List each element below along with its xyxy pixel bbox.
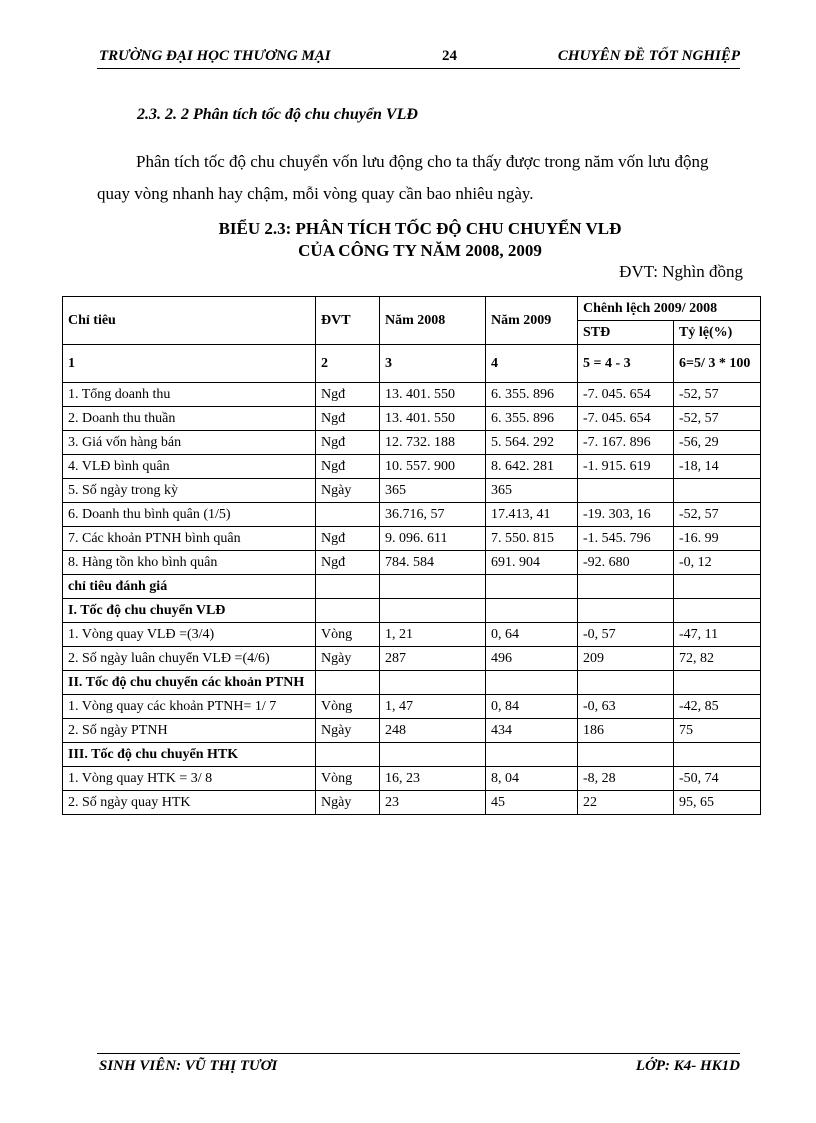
- table-cell: -0, 63: [578, 695, 674, 719]
- header-rule: [97, 68, 740, 69]
- table-row: [63, 791, 761, 815]
- table-row: [63, 455, 761, 479]
- table-cell: [578, 599, 674, 623]
- table-cell: [578, 743, 674, 767]
- table-cell: [578, 671, 674, 695]
- header-year-2009: Năm 2009: [486, 297, 578, 345]
- table-row: [63, 719, 761, 743]
- table-cell: 248: [380, 719, 486, 743]
- table-cell: 2. Số ngày PTNH: [63, 719, 316, 743]
- table-cell: 22: [578, 791, 674, 815]
- table-cell: Ngđ: [316, 551, 380, 575]
- table-cell: -18, 14: [674, 455, 761, 479]
- table-cell: -0, 57: [578, 623, 674, 647]
- table-cell: [316, 575, 380, 599]
- table-row: [63, 551, 761, 575]
- table-cell: 784. 584: [380, 551, 486, 575]
- footer-class: LỚP: K4- HK1D: [635, 1058, 740, 1074]
- index-cell: 2: [316, 345, 380, 383]
- table-cell: 6. Doanh thu bình quân (1/5): [63, 503, 316, 527]
- page-footer: [97, 1058, 740, 1078]
- table-cell: 12. 732. 188: [380, 431, 486, 455]
- table-cell: -19. 303, 16: [578, 503, 674, 527]
- table-cell: -47, 11: [674, 623, 761, 647]
- table-cell: Ngđ: [316, 383, 380, 407]
- table-cell: 13. 401. 550: [380, 407, 486, 431]
- header-school: TRƯỜNG ĐẠI HỌC THƯƠNG MẠI: [99, 48, 331, 64]
- table-cell: 17.413, 41: [486, 503, 578, 527]
- table-cell: 8. 642. 281: [486, 455, 578, 479]
- table-cell: 7. 550. 815: [486, 527, 578, 551]
- table-cell: 5. 564. 292: [486, 431, 578, 455]
- table-cell: -50, 74: [674, 767, 761, 791]
- table-cell: [674, 599, 761, 623]
- table-cell: -42, 85: [674, 695, 761, 719]
- table-cell: -56, 29: [674, 431, 761, 455]
- table-cell: III. Tốc độ chu chuyển HTK: [63, 743, 316, 767]
- intro-paragraph-text: Phân tích tốc độ chu chuyển vốn lưu động cho ta thấy được trong năm vốn lưu động quay vòng nhanh hay chậm, mỗi vòng quay cần bao nhiêu ngày.: [97, 152, 709, 203]
- table-cell: Ngày: [316, 719, 380, 743]
- table-cell: 1. Vòng quay VLĐ =(3/4): [63, 623, 316, 647]
- table-cell: Ngđ: [316, 431, 380, 455]
- table-cell: 8. Hàng tồn kho bình quân: [63, 551, 316, 575]
- table-cell: [380, 671, 486, 695]
- table-cell: [578, 575, 674, 599]
- table-row: [63, 623, 761, 647]
- table-cell: 75: [674, 719, 761, 743]
- table-cell: 6. 355. 896: [486, 407, 578, 431]
- table-cell: 0, 84: [486, 695, 578, 719]
- table-cell: 9. 096. 611: [380, 527, 486, 551]
- table-row: [63, 527, 761, 551]
- table-row: [63, 431, 761, 455]
- table-cell: Ngđ: [316, 407, 380, 431]
- table-cell: 2. Doanh thu thuần: [63, 407, 316, 431]
- table-cell: -7. 045. 654: [578, 383, 674, 407]
- table-cell: -52, 57: [674, 407, 761, 431]
- table-row: [63, 503, 761, 527]
- table-cell: I. Tốc độ chu chuyển VLĐ: [63, 599, 316, 623]
- table-cell: 8, 04: [486, 767, 578, 791]
- table-cell: 7. Các khoản PTNH bình quân: [63, 527, 316, 551]
- table-cell: Vòng: [316, 767, 380, 791]
- header-difference: Chênh lệch 2009/ 2008: [578, 297, 761, 321]
- table-cell: 2. Số ngày luân chuyển VLĐ =(4/6): [63, 647, 316, 671]
- table-row: [63, 743, 761, 767]
- table-cell: Ngày: [316, 479, 380, 503]
- table-row: [63, 767, 761, 791]
- header-indicator: Chỉ tiêu: [63, 297, 316, 345]
- table-cell: 434: [486, 719, 578, 743]
- table-cell: Vòng: [316, 623, 380, 647]
- table-cell: -7. 045. 654: [578, 407, 674, 431]
- table-cell: 186: [578, 719, 674, 743]
- table-cell: [486, 671, 578, 695]
- table-cell: 16, 23: [380, 767, 486, 791]
- table-cell: 2. Số ngày quay HTK: [63, 791, 316, 815]
- index-cell: 4: [486, 345, 578, 383]
- table-cell: 365: [486, 479, 578, 503]
- footer-rule: [97, 1053, 740, 1054]
- header-page-number: 24: [442, 48, 457, 64]
- table-row: [63, 407, 761, 431]
- table-cell: [380, 575, 486, 599]
- table-index-row: [63, 345, 761, 383]
- unit-note: ĐVT: Nghìn đồng: [619, 262, 743, 281]
- table-row: [63, 383, 761, 407]
- table-cell: [316, 599, 380, 623]
- index-cell: 6=5/ 3 * 100: [674, 345, 761, 383]
- table-cell: -1. 545. 796: [578, 527, 674, 551]
- table-cell: [486, 599, 578, 623]
- table-cell: Vòng: [316, 695, 380, 719]
- table-row: [63, 575, 761, 599]
- table-cell: 6. 355. 896: [486, 383, 578, 407]
- table-cell: [316, 671, 380, 695]
- table-cell: 1, 47: [380, 695, 486, 719]
- table-cell: -7. 167. 896: [578, 431, 674, 455]
- table-cell: [674, 743, 761, 767]
- table-cell: [674, 575, 761, 599]
- table-cell: 4. VLĐ bình quân: [63, 455, 316, 479]
- intro-paragraph: [97, 146, 742, 210]
- table-row: [63, 647, 761, 671]
- header-ratio: Tỷ lệ(%): [674, 321, 761, 345]
- table-cell: 691. 904: [486, 551, 578, 575]
- table-cell: -52, 57: [674, 383, 761, 407]
- table-cell: 45: [486, 791, 578, 815]
- table-row: [63, 599, 761, 623]
- table-cell: -8, 28: [578, 767, 674, 791]
- table-cell: 1. Tổng doanh thu: [63, 383, 316, 407]
- table-title-line-1: BIỂU 2.3: PHÂN TÍCH TỐC ĐỘ CHU CHUYỂN VLĐ: [218, 219, 622, 238]
- table-title-line-2: CỦA CÔNG TY NĂM 2008, 2009: [298, 241, 542, 260]
- table-cell: -0, 12: [674, 551, 761, 575]
- table-cell: -92. 680: [578, 551, 674, 575]
- table-cell: 1. Vòng quay HTK = 3/ 8: [63, 767, 316, 791]
- table-cell: -52, 57: [674, 503, 761, 527]
- table-cell: 496: [486, 647, 578, 671]
- velocity-table: [62, 296, 761, 815]
- table-header-row-1: [63, 297, 761, 321]
- section-title: 2.3. 2. 2 Phân tích tốc độ chu chuyển VLĐ: [137, 106, 418, 123]
- table-cell: [380, 599, 486, 623]
- table-cell: 23: [380, 791, 486, 815]
- table-cell: 72, 82: [674, 647, 761, 671]
- table-cell: 1, 21: [380, 623, 486, 647]
- table-cell: [578, 479, 674, 503]
- table-cell: 287: [380, 647, 486, 671]
- header-absolute: STĐ: [578, 321, 674, 345]
- page-header: [97, 48, 740, 68]
- table-cell: 95, 65: [674, 791, 761, 815]
- table-cell: [316, 743, 380, 767]
- header-doc-type: CHUYÊN ĐỀ TỐT NGHIỆP: [557, 48, 740, 64]
- table-cell: 36.716, 57: [380, 503, 486, 527]
- table-cell: -16. 99: [674, 527, 761, 551]
- table-cell: 1. Vòng quay các khoản PTNH= 1/ 7: [63, 695, 316, 719]
- table-cell: [486, 743, 578, 767]
- table-row: [63, 671, 761, 695]
- index-cell: 5 = 4 - 3: [578, 345, 674, 383]
- header-unit: ĐVT: [316, 297, 380, 345]
- table-cell: [316, 503, 380, 527]
- table-cell: Ngày: [316, 647, 380, 671]
- table-cell: 0, 64: [486, 623, 578, 647]
- table-cell: Ngđ: [316, 455, 380, 479]
- table-row: [63, 695, 761, 719]
- table-cell: Ngđ: [316, 527, 380, 551]
- table-cell: [486, 575, 578, 599]
- table-cell: chỉ tiêu đánh giá: [63, 575, 316, 599]
- index-cell: 1: [63, 345, 316, 383]
- table-cell: [380, 743, 486, 767]
- table-row: [63, 479, 761, 503]
- table-cell: II. Tốc độ chu chuyển các khoản PTNH: [63, 671, 316, 695]
- table-cell: -1. 915. 619: [578, 455, 674, 479]
- table-cell: [674, 671, 761, 695]
- table-cell: 10. 557. 900: [380, 455, 486, 479]
- table-cell: 3. Giá vốn hàng bán: [63, 431, 316, 455]
- table-cell: [674, 479, 761, 503]
- table-cell: Ngày: [316, 791, 380, 815]
- table-cell: 13. 401. 550: [380, 383, 486, 407]
- table-cell: 365: [380, 479, 486, 503]
- table-cell: 209: [578, 647, 674, 671]
- header-year-2008: Năm 2008: [380, 297, 486, 345]
- index-cell: 3: [380, 345, 486, 383]
- footer-student: SINH VIÊN: VŨ THỊ TƯƠI: [99, 1058, 278, 1074]
- table-cell: 5. Số ngày trong kỳ: [63, 479, 316, 503]
